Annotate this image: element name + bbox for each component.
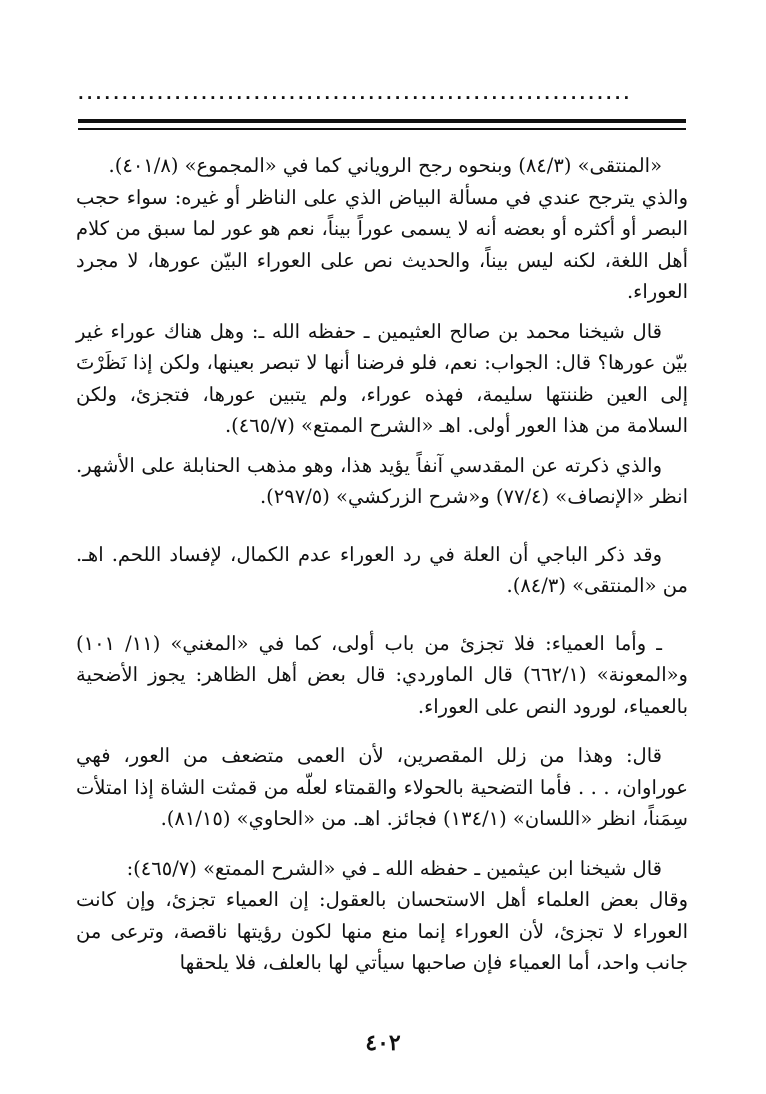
page-body	[76, 150, 688, 979]
dotted-separator: ...............................................................	[78, 85, 633, 103]
paragraph-1: «المنتقى» (٨٤/٣) وبنحوه رجح الروياني كما في «المجموع» (٤٠١/٨).	[108, 154, 662, 177]
paragraph-6: ـ وأما العمياء: فلا تجزئ من باب أولى، كما في «المغني» (١١/ ١٠١) و«المعونة» (٦٦٢/١) قال الماوردي: قال بعض أهل الظاهر: يجوز الأضحية بالعمياء، لورود النص على العوراء.	[76, 631, 688, 718]
paragraph-5: وقد ذكر الباجي أن العلة في رد العوراء عدم الكمال، لإفساد اللحم. اهـ. من «المنتقى» (٨٤/٣).	[76, 542, 688, 597]
paragraph-7: قال: وهذا من زلل المقصرين، لأن العمى متضعف من العور، فهي عوراوان، . . . فأما التضحية بالحولاء والقمتاء لعلّه من قمثت الشاة إذا امتلأت سِمَناً، انظر «اللسان» (١٣٤/١) فجائز. اهـ. من «الحاوي» (٨١/١٥).	[76, 744, 688, 830]
paragraph-9: وقال بعض العلماء أهل الاستحسان بالعقول: إن العمياء تجزئ، وإن كانت العوراء لا تجزئ، لأن العوراء إنما منع منها لكون رؤيتها ناقصة، وترعى من جانب واحد، أما العمياء فإن صاحبها سيأتي لها بالعلف، فلا يلحقها	[76, 888, 688, 974]
header-rule-thin	[78, 128, 686, 130]
paragraph-2: والذي يترجح عندي في مسألة البياض الذي على الناظر أو غيره: سواء حجب البصر أو أكثره أو بعضه أنه لا يسمى عوراً بيناً، نعم هو عور لما سبق من كلام أهل اللغة، لكنه ليس بيناً، والحديث نص على العوراء البيّن عورها، لا مجرد العوراء.	[76, 185, 688, 303]
paragraph-8: قال شيخنا ابن عيثمين ـ حفظه الله ـ في «الشرح الممتع» (٤٦٥/٧):	[126, 856, 662, 880]
paragraph-3: قال شيخنا محمد بن صالح العثيمين ـ حفظه الله ـ: وهل هناك عوراء غير بيّن عورها؟ قال: الجواب: نعم، فلو فرضنا أنها لا تبصر بعينها، ولكن إذا نَظَرْتَ إلى العين ظننتها سليمة، فهذه عوراء، ولم يتبين عورها، فتجزئ، ولكن السلامة من هذا العور أولى. اهـ «الشرح الممتع» (٤٦٥/٧).	[76, 319, 688, 437]
header-rule-thick	[78, 119, 686, 123]
paragraph-4: والذي ذكرته عن المقدسي آنفاً يؤيد هذا، وهو مذهب الحنابلة على الأشهر. انظر «الإنصاف» (٧٧/٤) و«شرح الزركشي» (٢٩٧/٥).	[76, 453, 688, 508]
page-number: ٤٠٢	[365, 1030, 401, 1056]
